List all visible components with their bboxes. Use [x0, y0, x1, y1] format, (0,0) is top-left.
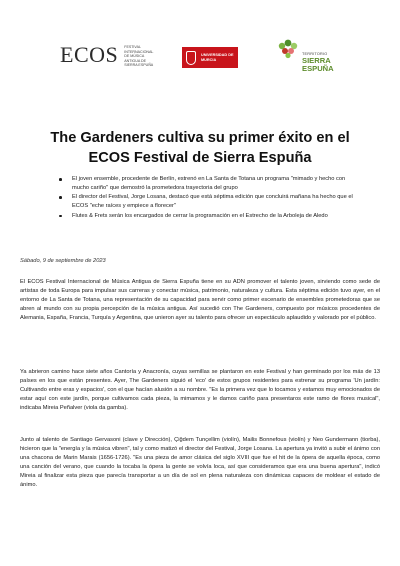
- page-title: The Gardeners cultiva su primer éxito en el ECOS Festival de Sierra Espuña: [50, 130, 350, 166]
- body-paragraph: Ya abrieron camino hace siete años Cantoría y Anacronía, cuyas semillas se plantaron en este Festival y han germinado por los más de 13 países en los que están presentes. Ayer, The Gardeners siguió el 'eco' de estos grupos residentes para estrenar su programa 'Un jardín: Cultivando entre eras y espacios', con el que hacían alusión a su nombre. "Es la primera vez que lo tocamos y estamos muy emocionados de estar aquí con este jardín, porque cultivamos cada pieza, la mimamos y le damos cariño para presentaros este ramo de flores musical", indicaba Mireia Peñalver (viola da gamba).: [20, 369, 380, 411]
- university-crest-icon: [186, 51, 196, 65]
- summary-bullet: El joven ensemble, procedente de Berlín, estrenó en La Santa de Totana un programa "mimado y hecho con mucho cariño" que demostró la prometedora trayectoria del grupo: [56, 175, 356, 193]
- summary-bullet: El director del Festival, Jorge Losana, destacó que está séptima edición que concluirá mañana ha hecho que el ECOS "eche raíces y empiece a florecer": [56, 193, 356, 211]
- summary-bullet-list: [56, 175, 356, 221]
- sierra-espuna-label: SIERRA ESPUÑA: [302, 56, 334, 73]
- ecos-wordmark: ECOS: [60, 42, 119, 67]
- body-paragraph: Junto al talento de Santiago Gervasoni (clave y Dirección), Çiğdem Tunçellim (violín), Mailis Bonnefous (violín) y Neo Gundermann (tiorba), hicieron que la "energía y la música vibren", tal y como matizó el director del Festival, Jorge Losana. La apertura ya invitó a subir el ánimo con una chacona de Marin Marais (1656-1726). "Es una pieza de amor clásica del siglo XVIII que fue el hit de la ópera de aquella época, como una canción del verano, que cuando la tocaba la ópera la gente se volvía loca, así que consideramos que era una buena apertura", indicó Mireia al finalizar esta pieza que parecía transportar a un día de sol en plena naturaleza con dinámicas capaces de moldear el estado de ánimo.: [20, 437, 380, 488]
- universidad-murcia-logo: [182, 47, 238, 68]
- summary-bullet: Flutes & Frets serán los encargados de cerrar la programación en el Estrecho de la Arboleja de Aledo: [56, 212, 356, 221]
- ecos-festival-logo: [60, 44, 158, 68]
- publication-date: Sábado, 9 de septiembre de 2023: [20, 258, 106, 264]
- header-logos: [0, 0, 400, 80]
- ecos-logo-subtitle: FESTIVAL INTERNACIONAL DE MÚSICA ANTIGUA DE SIERRA ESPUÑA: [124, 45, 154, 68]
- territorio-label: TERRITORIO: [302, 52, 328, 56]
- body-paragraph: El ECOS Festival Internacional de Música Antigua de Sierra Espuña tiene en su ADN promover el talento joven, sirviendo como sede de artistas de toda Europa para impulsar sus carreras y conectar música, patrimonio, naturaleza y cultura. Esta séptima edición tuvo ayer, en el entorno de La Santa de Totana, una representación de su capacidad para servir como primer escenario de ensembles prometedoras que se abren al mundo con su propia percepción de la música antigua. Así sucedió con The Gardeners, compuesto por músicos procedentes de Alemania, España, Francia, Turquía y Argentina, que unieron ayer su talento para ofrecer un espectáculo aplaudido y valorado por el público.: [20, 279, 380, 321]
- tree-cluster-icon: [276, 38, 300, 60]
- universidad-murcia-text: UNIVERSIDAD DE MURCIA: [201, 52, 234, 62]
- territorio-sierra-espuna-logo: [276, 38, 340, 74]
